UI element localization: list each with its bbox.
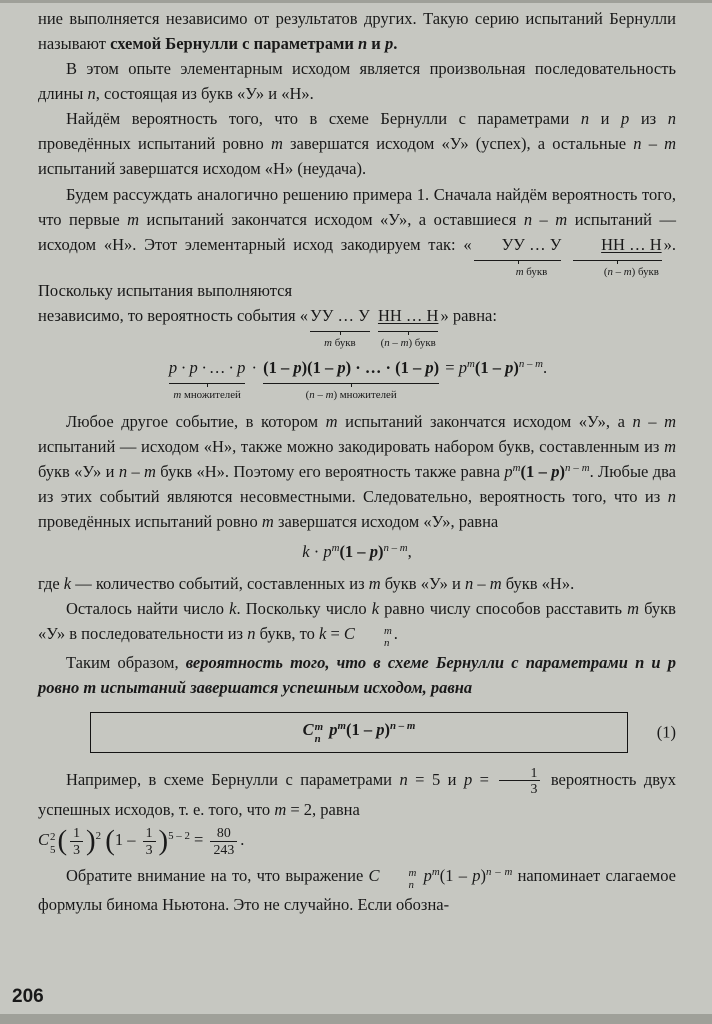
- text-run: [372, 306, 376, 325]
- text-run: p: [376, 719, 385, 739]
- text-run: (: [105, 825, 115, 858]
- text-run: p · p · … · p: [168, 357, 246, 377]
- text-run: m: [466, 357, 475, 370]
- paragraph-find-probability: [38, 106, 676, 181]
- text-run: букв «У» и: [380, 574, 465, 594]
- text-run: (: [380, 337, 385, 350]
- text-run: из: [629, 109, 668, 129]
- underbrace-text: [263, 355, 439, 380]
- text-run: C: [302, 719, 314, 739]
- text-run: букв «У» и: [38, 461, 119, 481]
- paragraph-example1-reasoning: [38, 182, 676, 304]
- fraction: [70, 825, 83, 858]
- text-run: , состоящая из букв «У» и «Н».: [95, 84, 314, 104]
- fraction-denominator: [210, 841, 237, 858]
- text-run: p: [551, 461, 560, 481]
- text-run: p: [621, 109, 630, 129]
- text-run: 243: [213, 842, 235, 858]
- subscript: [381, 879, 414, 892]
- paragraph-binomial-remark: [38, 863, 676, 917]
- text-run: где: [38, 574, 64, 594]
- text-run: n – m: [518, 357, 543, 370]
- text-run: k: [371, 599, 380, 619]
- underbrace-glyph: [169, 380, 246, 384]
- text-run: Таким образом,: [66, 652, 186, 672]
- text-run: 5: [50, 843, 56, 856]
- text-run: n: [357, 34, 368, 54]
- text-run: n: [408, 879, 414, 892]
- text-run: букв: [332, 337, 356, 350]
- text-run: m: [383, 624, 392, 637]
- underbrace-label: [576, 266, 659, 279]
- underbrace-text: [474, 232, 562, 257]
- text-run: p: [384, 34, 394, 54]
- text-run: p: [667, 652, 676, 672]
- text-run: букв: [523, 265, 548, 278]
- text-run: множителей: [181, 389, 241, 402]
- text-run: Найдём вероятность того, что в схеме Бернулли с параметрами: [66, 109, 581, 129]
- text-run: m: [314, 720, 324, 733]
- text-run: .: [393, 34, 398, 54]
- paragraph-find-k: [38, 596, 676, 650]
- superscript: [315, 721, 323, 734]
- text-run: p: [293, 357, 302, 377]
- text-run: УУ … У: [501, 234, 562, 254]
- superscript: [381, 867, 417, 880]
- fraction-denominator: [143, 841, 156, 858]
- text-run: Любое другое событие, в котором: [66, 411, 326, 431]
- text-run: В этом опыте элементарным исходом является произвольная последовательность длины: [38, 59, 676, 104]
- text-run: =: [472, 769, 497, 789]
- text-run: m: [127, 209, 140, 229]
- text-run: ние выполняется независимо от результатов других. Такую серию испытаний Бернулли называют: [38, 9, 676, 54]
- underbrace-glyph: [263, 380, 439, 384]
- text-run: =: [326, 624, 344, 644]
- text-run: =: [441, 357, 459, 377]
- text-run: ) букв: [408, 337, 436, 350]
- page-number: 206: [12, 986, 44, 1007]
- underbrace: [573, 232, 662, 279]
- text-run: испытаний закончатся исходом «У», а оставшиеся: [139, 209, 524, 229]
- text-run: . Поскольку число: [236, 599, 372, 619]
- text-run: C: [343, 624, 355, 644]
- text-run: m: [627, 599, 640, 619]
- text-run: равно числу способов расставить: [379, 599, 628, 619]
- text-run: n – m: [633, 134, 677, 154]
- underbrace: [474, 232, 562, 279]
- text-run: (: [305, 389, 310, 402]
- text-run: C: [38, 830, 50, 850]
- text-run: n: [667, 109, 676, 129]
- text-run: p: [369, 541, 378, 561]
- text-run: p: [504, 461, 513, 481]
- text-run: схемой Бернулли с параметрами: [110, 34, 358, 54]
- text-run: n: [87, 84, 96, 104]
- sup-sub-stack: [356, 625, 392, 650]
- text-run: k: [319, 624, 327, 644]
- underbrace-glyph: [378, 328, 439, 332]
- text-run: p: [323, 541, 332, 561]
- text-run: и: [367, 34, 385, 54]
- text-run: n – m: [523, 209, 568, 229]
- paragraph-independence: [38, 303, 676, 350]
- paragraph-example: [38, 765, 676, 823]
- text-run: m: [325, 411, 338, 431]
- text-run: ): [158, 825, 169, 858]
- underbrace-text: [169, 355, 246, 380]
- text-run: n: [635, 652, 645, 672]
- text-run: m: [324, 337, 332, 350]
- text-run: ровно: [38, 677, 84, 697]
- equation-1-box: [90, 712, 628, 753]
- text-run: НН … Н: [601, 234, 662, 254]
- superscript: [50, 831, 55, 844]
- text-run: » равна:: [440, 306, 497, 326]
- text-run: независимо, то вероятность события «: [38, 306, 309, 326]
- text-run: k: [229, 599, 237, 619]
- text-run: (1 –: [345, 719, 377, 739]
- text-run: p: [425, 357, 434, 377]
- text-run: Осталось найти число: [66, 599, 230, 619]
- paragraph-bernoulli-scheme-definition: [38, 6, 676, 56]
- underbrace-label: [324, 337, 356, 350]
- paragraph-conclusion: [38, 650, 676, 700]
- text-run: m: [337, 719, 346, 732]
- text-run: испытаний — исходом «Н», также можно закодировать набором букв, составленным из: [38, 436, 665, 456]
- text-run: n – m: [464, 574, 502, 594]
- text-run: p: [505, 357, 514, 377]
- text-run: m: [512, 461, 521, 474]
- text-run: .: [240, 830, 245, 850]
- text-run: m: [173, 389, 182, 402]
- text-run: n – m: [118, 461, 156, 481]
- text-run: m: [83, 677, 97, 697]
- text-run: — количество событий, составленных из: [71, 574, 369, 594]
- underbrace-glyph: [310, 328, 370, 332]
- text-run: ·: [247, 357, 262, 377]
- text-run: n – m: [383, 541, 408, 554]
- text-run: n: [399, 769, 408, 789]
- underbrace-label: [306, 389, 397, 402]
- text-run: 3: [73, 842, 81, 858]
- fraction-numerator: [499, 765, 540, 781]
- underbrace: [169, 355, 246, 402]
- fraction-numerator: [214, 825, 234, 841]
- text-run: 1: [530, 764, 538, 780]
- text-run: (1 –: [263, 357, 294, 377]
- text-run: m: [368, 574, 381, 594]
- text-run: и: [589, 109, 622, 129]
- text-run: n: [247, 624, 256, 644]
- text-run: ». Поскольку испытания выполняются: [38, 234, 676, 301]
- subscript: [50, 844, 55, 857]
- text-run: вероятность двух успешных исходов, т. е. того, что: [38, 769, 676, 820]
- formula-product-probability: [38, 355, 676, 402]
- text-run: n – m: [607, 265, 632, 278]
- underbrace: [263, 355, 439, 402]
- text-run: ): [377, 541, 384, 561]
- underbrace-glyph: [573, 257, 662, 261]
- text-run: p: [423, 866, 432, 886]
- text-run: m: [274, 800, 287, 820]
- text-run: (: [57, 825, 68, 858]
- text-run: вероятность того, что в схеме Бернулли с параметрами: [185, 652, 636, 672]
- text-run: ·: [309, 541, 324, 561]
- text-run: [563, 235, 571, 254]
- text-run: n – m: [309, 389, 334, 402]
- text-run: проведённых испытаний ровно: [38, 511, 262, 531]
- text-run: p: [472, 866, 481, 886]
- paragraph-elementary-outcome: [38, 56, 676, 106]
- underbrace-text: [310, 303, 370, 328]
- text-run: завершатся исходом «У», равна: [273, 511, 499, 531]
- text-run: p: [463, 769, 473, 789]
- text-run: 1: [145, 825, 153, 841]
- paragraph-other-events: [38, 409, 676, 534]
- text-run: испытаний завершатся исходом «Н» (неудача).: [38, 159, 367, 179]
- text-run: букв «У» в последовательности из: [38, 599, 676, 644]
- text-run: (: [603, 265, 608, 278]
- superscript: [356, 625, 392, 638]
- fraction-numerator: [143, 825, 156, 841]
- text-run: букв «Н».: [501, 574, 575, 594]
- text-run: n – m: [389, 719, 416, 732]
- underbrace: [310, 303, 370, 350]
- text-run: проведённых испытаний ровно: [38, 134, 271, 154]
- underbrace-text: [378, 303, 439, 328]
- fraction: [210, 825, 237, 858]
- text-run: 1: [73, 825, 81, 841]
- underbrace-label: [488, 266, 548, 279]
- text-run: n – m: [564, 461, 590, 474]
- underbrace-glyph: [474, 257, 562, 261]
- text-run: m: [664, 436, 676, 456]
- equation-1-row: [38, 712, 676, 753]
- fraction: [499, 765, 540, 798]
- text-run: ): [480, 866, 486, 886]
- text-run: УУ … У: [310, 306, 370, 326]
- text-run: )(1 –: [301, 357, 338, 377]
- text-run: p: [458, 357, 467, 377]
- text-run: m: [270, 134, 283, 154]
- equation-1-number: (1): [656, 722, 676, 742]
- sup-sub-stack: [381, 867, 417, 892]
- text-run: n: [667, 486, 676, 506]
- text-run: k: [302, 541, 310, 561]
- sup-sub-stack: [315, 721, 323, 746]
- text-run: = 2, равна: [286, 800, 360, 820]
- text-run: n: [314, 733, 321, 746]
- text-run: n – m: [485, 866, 513, 879]
- text-run: n – m: [632, 411, 676, 431]
- text-run: (1 –: [520, 461, 552, 481]
- text-run: 5 – 2: [168, 830, 190, 843]
- text-run: Например, в схеме Бернулли с параметрами: [66, 769, 400, 789]
- formula-k-times-probability: [38, 539, 676, 564]
- text-run: 1 –: [114, 830, 140, 850]
- formula-example-computation: [38, 825, 676, 858]
- text-run: n: [383, 637, 390, 650]
- text-run: ) букв: [631, 265, 659, 278]
- text-run: завершатся исходом «У» (успех), а остальные: [282, 134, 634, 154]
- fraction-numerator: [70, 825, 83, 841]
- paragraph-k-definition: [38, 571, 676, 596]
- underbrace: [378, 303, 439, 350]
- text-run: и: [644, 652, 668, 672]
- text-run: испытаний — исходом «Н». Этот элементарный исход закодируем так: «: [38, 209, 676, 254]
- text-run: ): [559, 461, 565, 481]
- fraction-denominator: [70, 841, 83, 858]
- text-run: 2: [95, 830, 102, 843]
- text-run: 3: [145, 842, 153, 858]
- text-run: (1 –: [474, 357, 506, 377]
- text-run: ): [86, 825, 96, 858]
- text-run: ) множителей: [333, 389, 397, 402]
- text-run: (1 –: [439, 866, 473, 886]
- text-run: p: [329, 719, 338, 739]
- text-run: Обратите внимание на то, что выражение: [66, 866, 369, 886]
- text-run: букв, то: [255, 624, 320, 644]
- text-run: букв «Н». Поэтому его вероятность также равна: [155, 461, 505, 481]
- text-run: напоминает слагаемое формулы бинома Ньютона. Это не случайно. Если обозна-: [38, 866, 676, 914]
- underbrace-label: [173, 389, 240, 402]
- fraction: [143, 825, 156, 858]
- text-run: испытаний завершатся успешным исходом, равна: [96, 677, 473, 697]
- text-run: m: [261, 511, 274, 531]
- text-run: m: [515, 265, 524, 278]
- sup-sub-stack: [50, 831, 55, 856]
- text-run: . Любые два из этих событий являются несовместными. Следовательно, вероятность того, что из: [38, 461, 676, 506]
- text-run: C: [368, 866, 380, 886]
- underbrace-text: [573, 232, 662, 257]
- text-run: испытаний закончатся исходом «У», а: [337, 411, 633, 431]
- text-run: .: [393, 624, 398, 644]
- text-run: n: [580, 109, 590, 129]
- text-run: 2: [50, 831, 56, 844]
- fraction-denominator: [499, 780, 540, 797]
- text-run: Будем рассуждать аналогично решению примера 1. Сначала найдём вероятность того, что первые: [38, 184, 676, 229]
- text-run: .: [543, 357, 548, 377]
- subscript: [315, 733, 321, 746]
- text-run: ): [384, 719, 390, 739]
- underbrace-label: [381, 337, 436, 350]
- text-run: ): [513, 357, 519, 377]
- text-run: 80: [216, 825, 231, 841]
- text-run: m: [331, 541, 340, 554]
- subscript: [356, 637, 389, 650]
- text-run: k: [63, 574, 72, 594]
- text-run: 3: [530, 781, 538, 797]
- text-run: ) · … · (1 –: [345, 357, 426, 377]
- text-run: НН … Н: [377, 306, 439, 326]
- text-run: ): [433, 357, 440, 377]
- text-run: = 5 и: [407, 769, 464, 789]
- text-run: m: [408, 866, 417, 879]
- text-run: ,: [407, 541, 412, 561]
- text-run: =: [189, 830, 208, 850]
- text-run: (1 –: [339, 541, 370, 561]
- text-run: n – m: [384, 337, 409, 350]
- text-run: m: [431, 866, 440, 879]
- text-run: p: [337, 357, 346, 377]
